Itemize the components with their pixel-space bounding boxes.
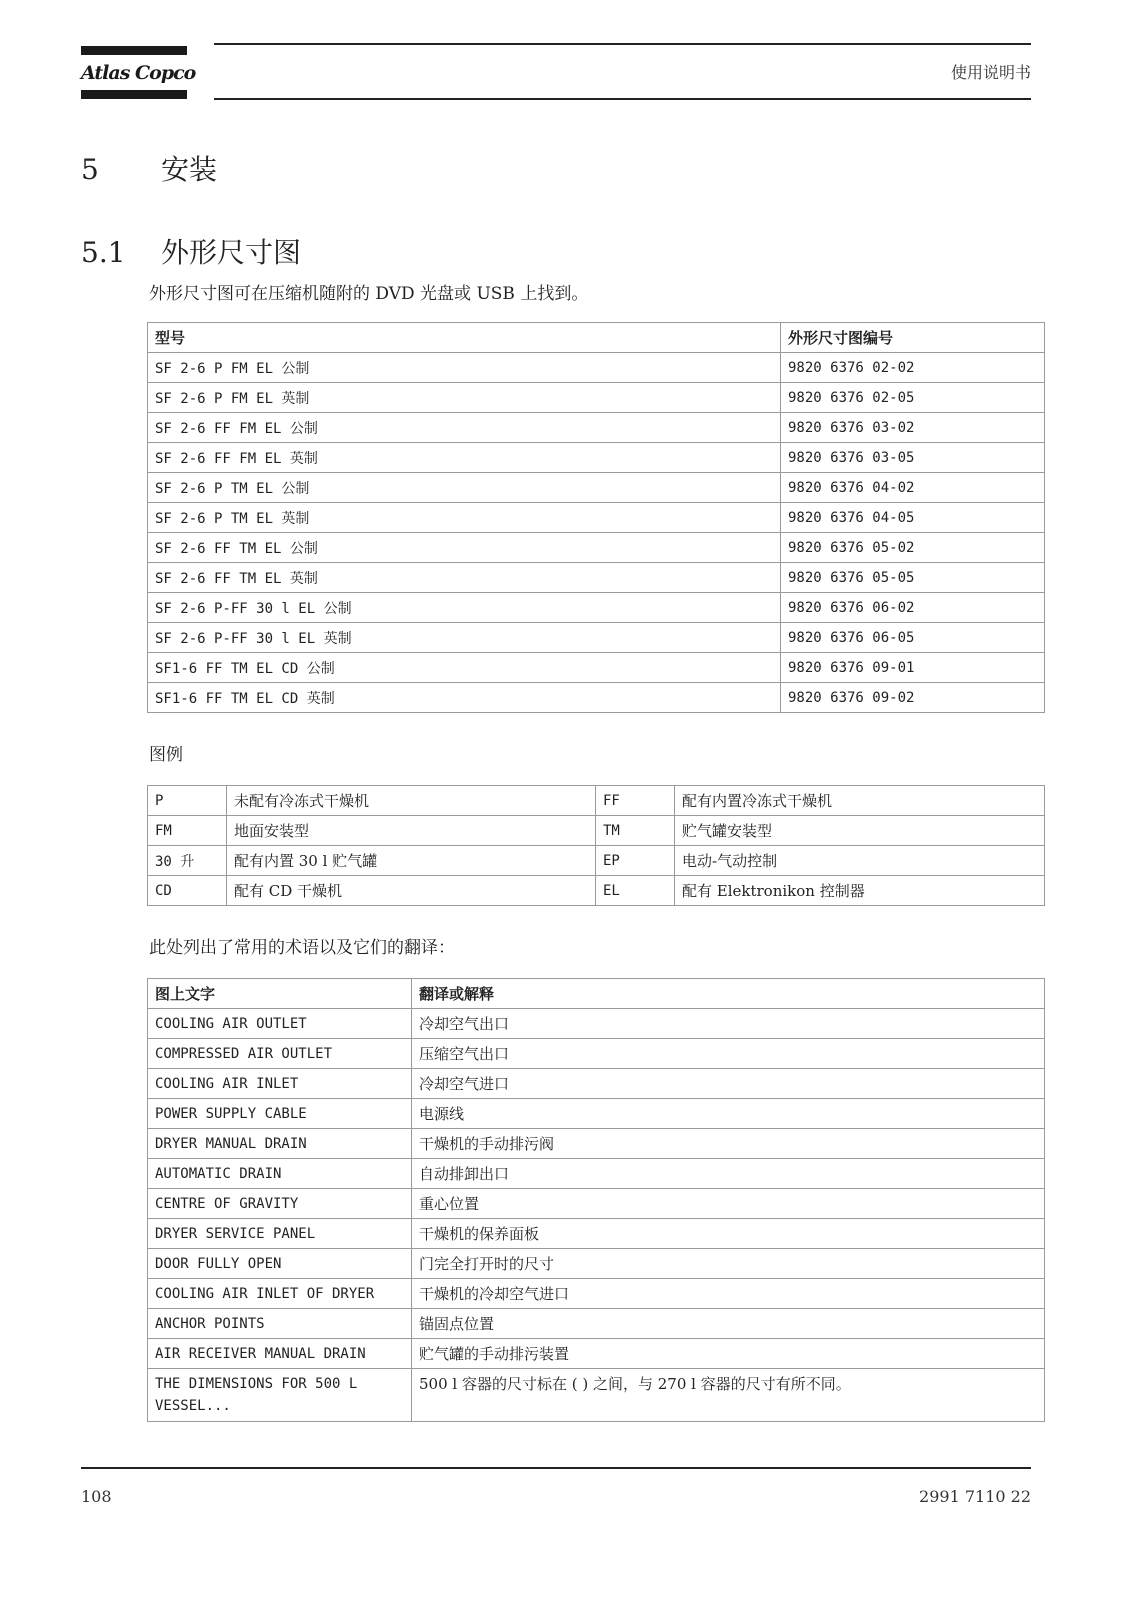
logo-wordmark: Atlas Copco (81, 62, 196, 84)
table-row (148, 1039, 1045, 1069)
drawing-number-cell: 9820 6376 03-02 (781, 413, 1045, 443)
drawing-text-cell: DOOR FULLY OPEN (148, 1249, 412, 1279)
drawing-number-cell: 9820 6376 09-01 (781, 653, 1045, 683)
document-type: 使用说明书 (950, 63, 1031, 82)
legend-code-cell: EP (596, 846, 675, 876)
table-row (148, 1249, 1045, 1279)
drawing-number-cell: 9820 6376 06-05 (781, 623, 1045, 653)
page-number: 108 (81, 1487, 112, 1506)
table-row (148, 503, 1045, 533)
drawing-text-cell: COMPRESSED AIR OUTLET (148, 1039, 412, 1069)
table-row (148, 593, 1045, 623)
legend-code-cell: EL (596, 876, 675, 906)
translation-cell: 自动排卸出口 (412, 1159, 1045, 1189)
drawing-number-cell: 9820 6376 05-05 (781, 563, 1045, 593)
translation-cell: 压缩空气出口 (412, 1039, 1045, 1069)
drawing-number-cell: 9820 6376 09-02 (781, 683, 1045, 713)
model-cell: SF 2-6 P TM EL 英制 (148, 503, 781, 533)
model-cell: SF 2-6 P-FF 30 l EL 公制 (148, 593, 781, 623)
legend-code-cell: 30 升 (148, 846, 227, 876)
drawing-text-cell: AUTOMATIC DRAIN (148, 1159, 412, 1189)
legend-description-cell: 电动-气动控制 (675, 846, 1045, 876)
drawing-text-cell: DRYER SERVICE PANEL (148, 1219, 412, 1249)
column-header-translation: 翻译或解释 (412, 979, 1045, 1009)
model-cell: SF 2-6 FF TM EL 公制 (148, 533, 781, 563)
table-row (148, 1369, 1045, 1422)
model-cell: SF 2-6 P-FF 30 l EL 英制 (148, 623, 781, 653)
table-row (148, 1339, 1045, 1369)
dimension-drawings-table (147, 322, 1045, 713)
drawing-number-cell: 9820 6376 04-02 (781, 473, 1045, 503)
drawing-text-cell: AIR RECEIVER MANUAL DRAIN (148, 1339, 412, 1369)
legend-description-cell: 地面安装型 (227, 816, 596, 846)
table-row (148, 1219, 1045, 1249)
drawing-text-cell: COOLING AIR INLET (148, 1069, 412, 1099)
drawing-text-cell: THE DIMENSIONS FOR 500 L VESSEL... (148, 1369, 412, 1422)
column-header-drawing-number: 外形尺寸图编号 (781, 323, 1045, 353)
table-row (148, 846, 1045, 876)
document-number: 2991 7110 22 (919, 1487, 1031, 1506)
table-row (148, 1279, 1045, 1309)
legend-description-cell: 配有 Elektronikon 控制器 (675, 876, 1045, 906)
drawing-text-cell: COOLING AIR INLET OF DRYER (148, 1279, 412, 1309)
drawing-number-cell: 9820 6376 02-05 (781, 383, 1045, 413)
model-cell: SF 2-6 P TM EL 公制 (148, 473, 781, 503)
translation-cell: 重心位置 (412, 1189, 1045, 1219)
legend-code-cell: TM (596, 816, 675, 846)
table-row (148, 1159, 1045, 1189)
chapter-heading (81, 148, 217, 188)
model-cell: SF1-6 FF TM EL CD 公制 (148, 653, 781, 683)
legend-description-cell: 配有 CD 干燥机 (227, 876, 596, 906)
legend-code-cell: FF (596, 786, 675, 816)
table-row (148, 563, 1045, 593)
translation-cell: 冷却空气出口 (412, 1009, 1045, 1039)
table-row (148, 623, 1045, 653)
table-row (148, 1009, 1045, 1039)
drawing-text-cell: POWER SUPPLY CABLE (148, 1099, 412, 1129)
legend-code-cell: P (148, 786, 227, 816)
table-row (148, 1099, 1045, 1129)
section-title: 外形尺寸图 (161, 236, 302, 269)
terms-table (147, 978, 1045, 1422)
table-row (148, 816, 1045, 846)
model-cell: SF 2-6 FF TM EL 英制 (148, 563, 781, 593)
legend-description-cell: 配有内置冷冻式干燥机 (675, 786, 1045, 816)
drawing-text-cell: COOLING AIR OUTLET (148, 1009, 412, 1039)
header-rule-bottom (214, 98, 1031, 100)
table-row (148, 353, 1045, 383)
legend-description-cell: 未配有冷冻式干燥机 (227, 786, 596, 816)
chapter-number: 5 (81, 153, 99, 186)
table-row (148, 653, 1045, 683)
column-header-model: 型号 (148, 323, 781, 353)
table-row (148, 1129, 1045, 1159)
chapter-title: 安装 (161, 153, 218, 186)
table-row (148, 683, 1045, 713)
legend-description-cell: 配有内置 30 l 贮气罐 (227, 846, 596, 876)
column-header-drawing-text: 图上文字 (148, 979, 412, 1009)
legend-code-cell: CD (148, 876, 227, 906)
section-heading (81, 231, 301, 271)
translation-cell: 锚固点位置 (412, 1309, 1045, 1339)
table-row (148, 443, 1045, 473)
translation-cell: 门完全打开时的尺寸 (412, 1249, 1045, 1279)
drawing-number-cell: 9820 6376 03-05 (781, 443, 1045, 473)
footer-rule (81, 1467, 1031, 1469)
model-cell: SF 2-6 FF FM EL 英制 (148, 443, 781, 473)
drawing-number-cell: 9820 6376 05-02 (781, 533, 1045, 563)
drawing-number-cell: 9820 6376 06-02 (781, 593, 1045, 623)
legend-label: 图例 (149, 745, 183, 765)
section-number: 5.1 (81, 236, 126, 269)
header-rule-top (214, 43, 1031, 45)
table-row (148, 786, 1045, 816)
legend-description-cell: 贮气罐安装型 (675, 816, 1045, 846)
legend-code-cell: FM (148, 816, 227, 846)
logo-top-bar (81, 46, 187, 55)
drawing-text-cell: DRYER MANUAL DRAIN (148, 1129, 412, 1159)
translation-cell: 电源线 (412, 1099, 1045, 1129)
table-header-row (148, 979, 1045, 1009)
model-cell: SF 2-6 P FM EL 公制 (148, 353, 781, 383)
legend-table (147, 785, 1045, 906)
table-row (148, 473, 1045, 503)
translation-cell: 干燥机的冷却空气进口 (412, 1279, 1045, 1309)
translation-cell: 贮气罐的手动排污装置 (412, 1339, 1045, 1369)
model-cell: SF1-6 FF TM EL CD 英制 (148, 683, 781, 713)
translation-cell: 冷却空气进口 (412, 1069, 1045, 1099)
drawing-text-cell: CENTRE OF GRAVITY (148, 1189, 412, 1219)
drawing-text-cell: ANCHOR POINTS (148, 1309, 412, 1339)
table-row (148, 1069, 1045, 1099)
translation-cell: 干燥机的保养面板 (412, 1219, 1045, 1249)
intro-paragraph: 外形尺寸图可在压缩机随附的 DVD 光盘或 USB 上找到。 (149, 284, 589, 304)
terms-table-body (148, 1009, 1045, 1422)
atlas-copco-logo (81, 46, 196, 100)
table-row (148, 533, 1045, 563)
legend-table-body (148, 786, 1045, 906)
drawing-number-cell: 9820 6376 02-02 (781, 353, 1045, 383)
table-row (148, 413, 1045, 443)
dimension-drawings-table-body (148, 353, 1045, 713)
table-header-row (148, 323, 1045, 353)
table-row (148, 1189, 1045, 1219)
model-cell: SF 2-6 FF FM EL 公制 (148, 413, 781, 443)
translation-cell: 500 l 容器的尺寸标在 ( ) 之间，与 270 l 容器的尺寸有所不同。 (412, 1369, 1045, 1422)
logo-bottom-bar (81, 90, 187, 99)
table-row (148, 383, 1045, 413)
terms-label: 此处列出了常用的术语以及它们的翻译： (149, 938, 455, 958)
translation-cell: 干燥机的手动排污阀 (412, 1129, 1045, 1159)
drawing-number-cell: 9820 6376 04-05 (781, 503, 1045, 533)
model-cell: SF 2-6 P FM EL 英制 (148, 383, 781, 413)
table-row (148, 1309, 1045, 1339)
table-row (148, 876, 1045, 906)
